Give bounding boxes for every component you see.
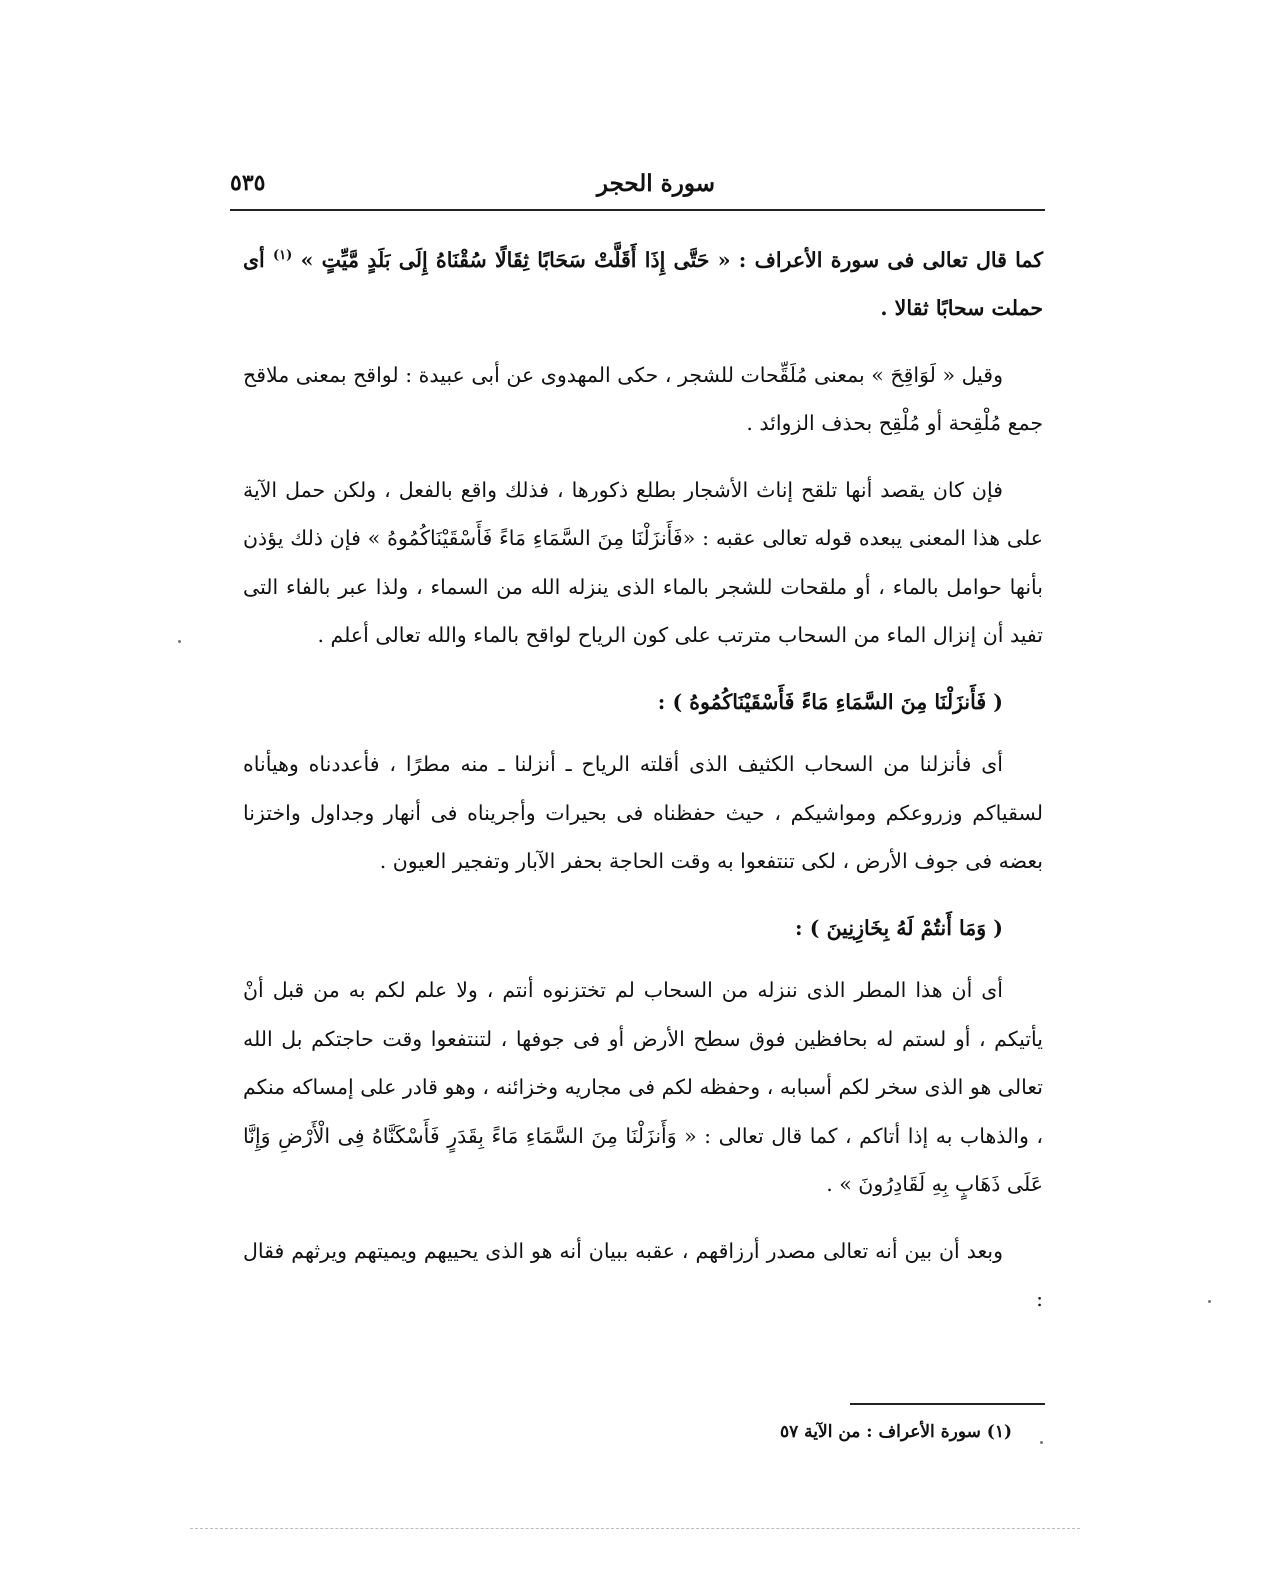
scan-edge-line [190,1528,1080,1529]
paragraph-rain-explanation [243,740,1043,886]
paragraph-transition [243,1227,1043,1324]
verse-heading-text: ( فَأَنزَلْنَا مِنَ السَّمَاءِ مَاءً فَأَسْقَيْنَاكُمُوهُ ) : [657,689,1003,714]
footnote-text: (١) سورة الأعراف : من الآية ٥٧ [779,1422,1012,1442]
paragraph-text: وبعد أن بين أنه تعالى مصدر أرزاقهم ، عقبه ببيان أنه هو الذى يحييهم ويميتهم ويرثهم فقال : [243,1238,1043,1312]
paragraph-text: كما قال تعالى فى سورة الأعراف : « حَتَّى إِذَا أَقَلَّتْ سَحَابًا ثِقَالًا سُقْنَاهُ إِلَى بَلَدٍ مَّيِّتٍ » [300,247,1044,272]
paragraph-talqih [243,466,1043,660]
footnote-divider [850,1403,1045,1405]
scan-speck [1208,1300,1211,1303]
footnote-marker: (١) [273,248,293,263]
paragraph-storage-explanation [243,966,1043,1209]
verse-heading-2 [243,904,1043,953]
page-title: سورة الحجر [596,170,715,197]
header-divider [230,209,1045,211]
page-body [243,232,1043,1332]
paragraph-text: أى أن هذا المطر الذى ننزله من السحاب لم تختزنوه أنتم ، ولا علم لكم به من قبل أنْ يأتيكم ، أو لستم له بحافظين فوق سطح الأرض أو فى جوفها ، لتنتفعوا وقت حاجتكم بل الله تعالى هو الذى سخر لكم أسبابه ، وحفظه لكم فى مجاريه وخزائنه ، وهو قادر على إمساكه منكم ، والذهاب به إذا أتاكم ، كما قال تعالى : « وَأَنزَلْنَا مِنَ السَّمَاءِ مَاءً بِقَدَرٍ فَأَسْكَنَّاهُ فِى الْأَرْضِ وَإِنَّا عَلَى ذَهَابٍ بِهِ لَقَادِرُونَ » . [243,978,1043,1197]
paragraph-text: أى فأنزلنا من السحاب الكثيف الذى أقلته الرياح ـ أنزلنا ـ منه مطرًا ، فأعددناه وهيأناه لسقياكم وزروعكم ومواشيكم ، حيث حفظناه فى بحيرات وأجريناه فى أنهار وجداول واختزنا بعضه فى جوف الأرض ، لكى تنتفعوا به وقت الحاجة بحفر الآبار وتفجير العيون . [243,752,1043,874]
verse-heading-text: ( وَمَا أَنتُمْ لَهُ بِخَازِنِينَ ) : [795,915,1003,940]
scan-speck [178,640,181,643]
scan-speck [1040,1441,1043,1444]
paragraph-text-continued: أى حملت سحابًا ثقالا . [243,247,1043,321]
page-number: ٥٣٥ [230,170,266,196]
footnote [780,1422,1012,1442]
paragraph-quote-araf [243,232,1043,333]
verse-heading-1 [243,678,1043,727]
page-header [230,168,1045,208]
paragraph-lawaqih [243,351,1043,448]
paragraph-text: فإن كان يقصد أنها تلقح إناث الأشجار بطلع ذكورها ، فذلك واقع بالفعل ، ولكن حمل الآية على هذا المعنى يبعده قوله تعالى عقبه : «فَأَنزَلْنَا مِنَ السَّمَاءِ مَاءً فَأَسْقَيْنَاكُمُوهُ » فإن ذلك يؤذن بأنها حوامل بالماء ، أو ملقحات للشجر بالماء الذى ينزله الله من السماء ، ولذا عبر بالفاء التى تفيد أن إنزال الماء من السحاب مترتب على كون الرياح لواقح بالماء والله تعالى أعلم . [243,477,1043,648]
paragraph-text: وقيل « لَوَاقِحَ » بمعنى مُلَقِّحات للشجر ، حكى المهدوى عن أبى عبيدة : لواقح بمعنى ملاقح جمع مُلْقِحة أو مُلْقِح بحذف الزوائد . [243,362,1043,436]
